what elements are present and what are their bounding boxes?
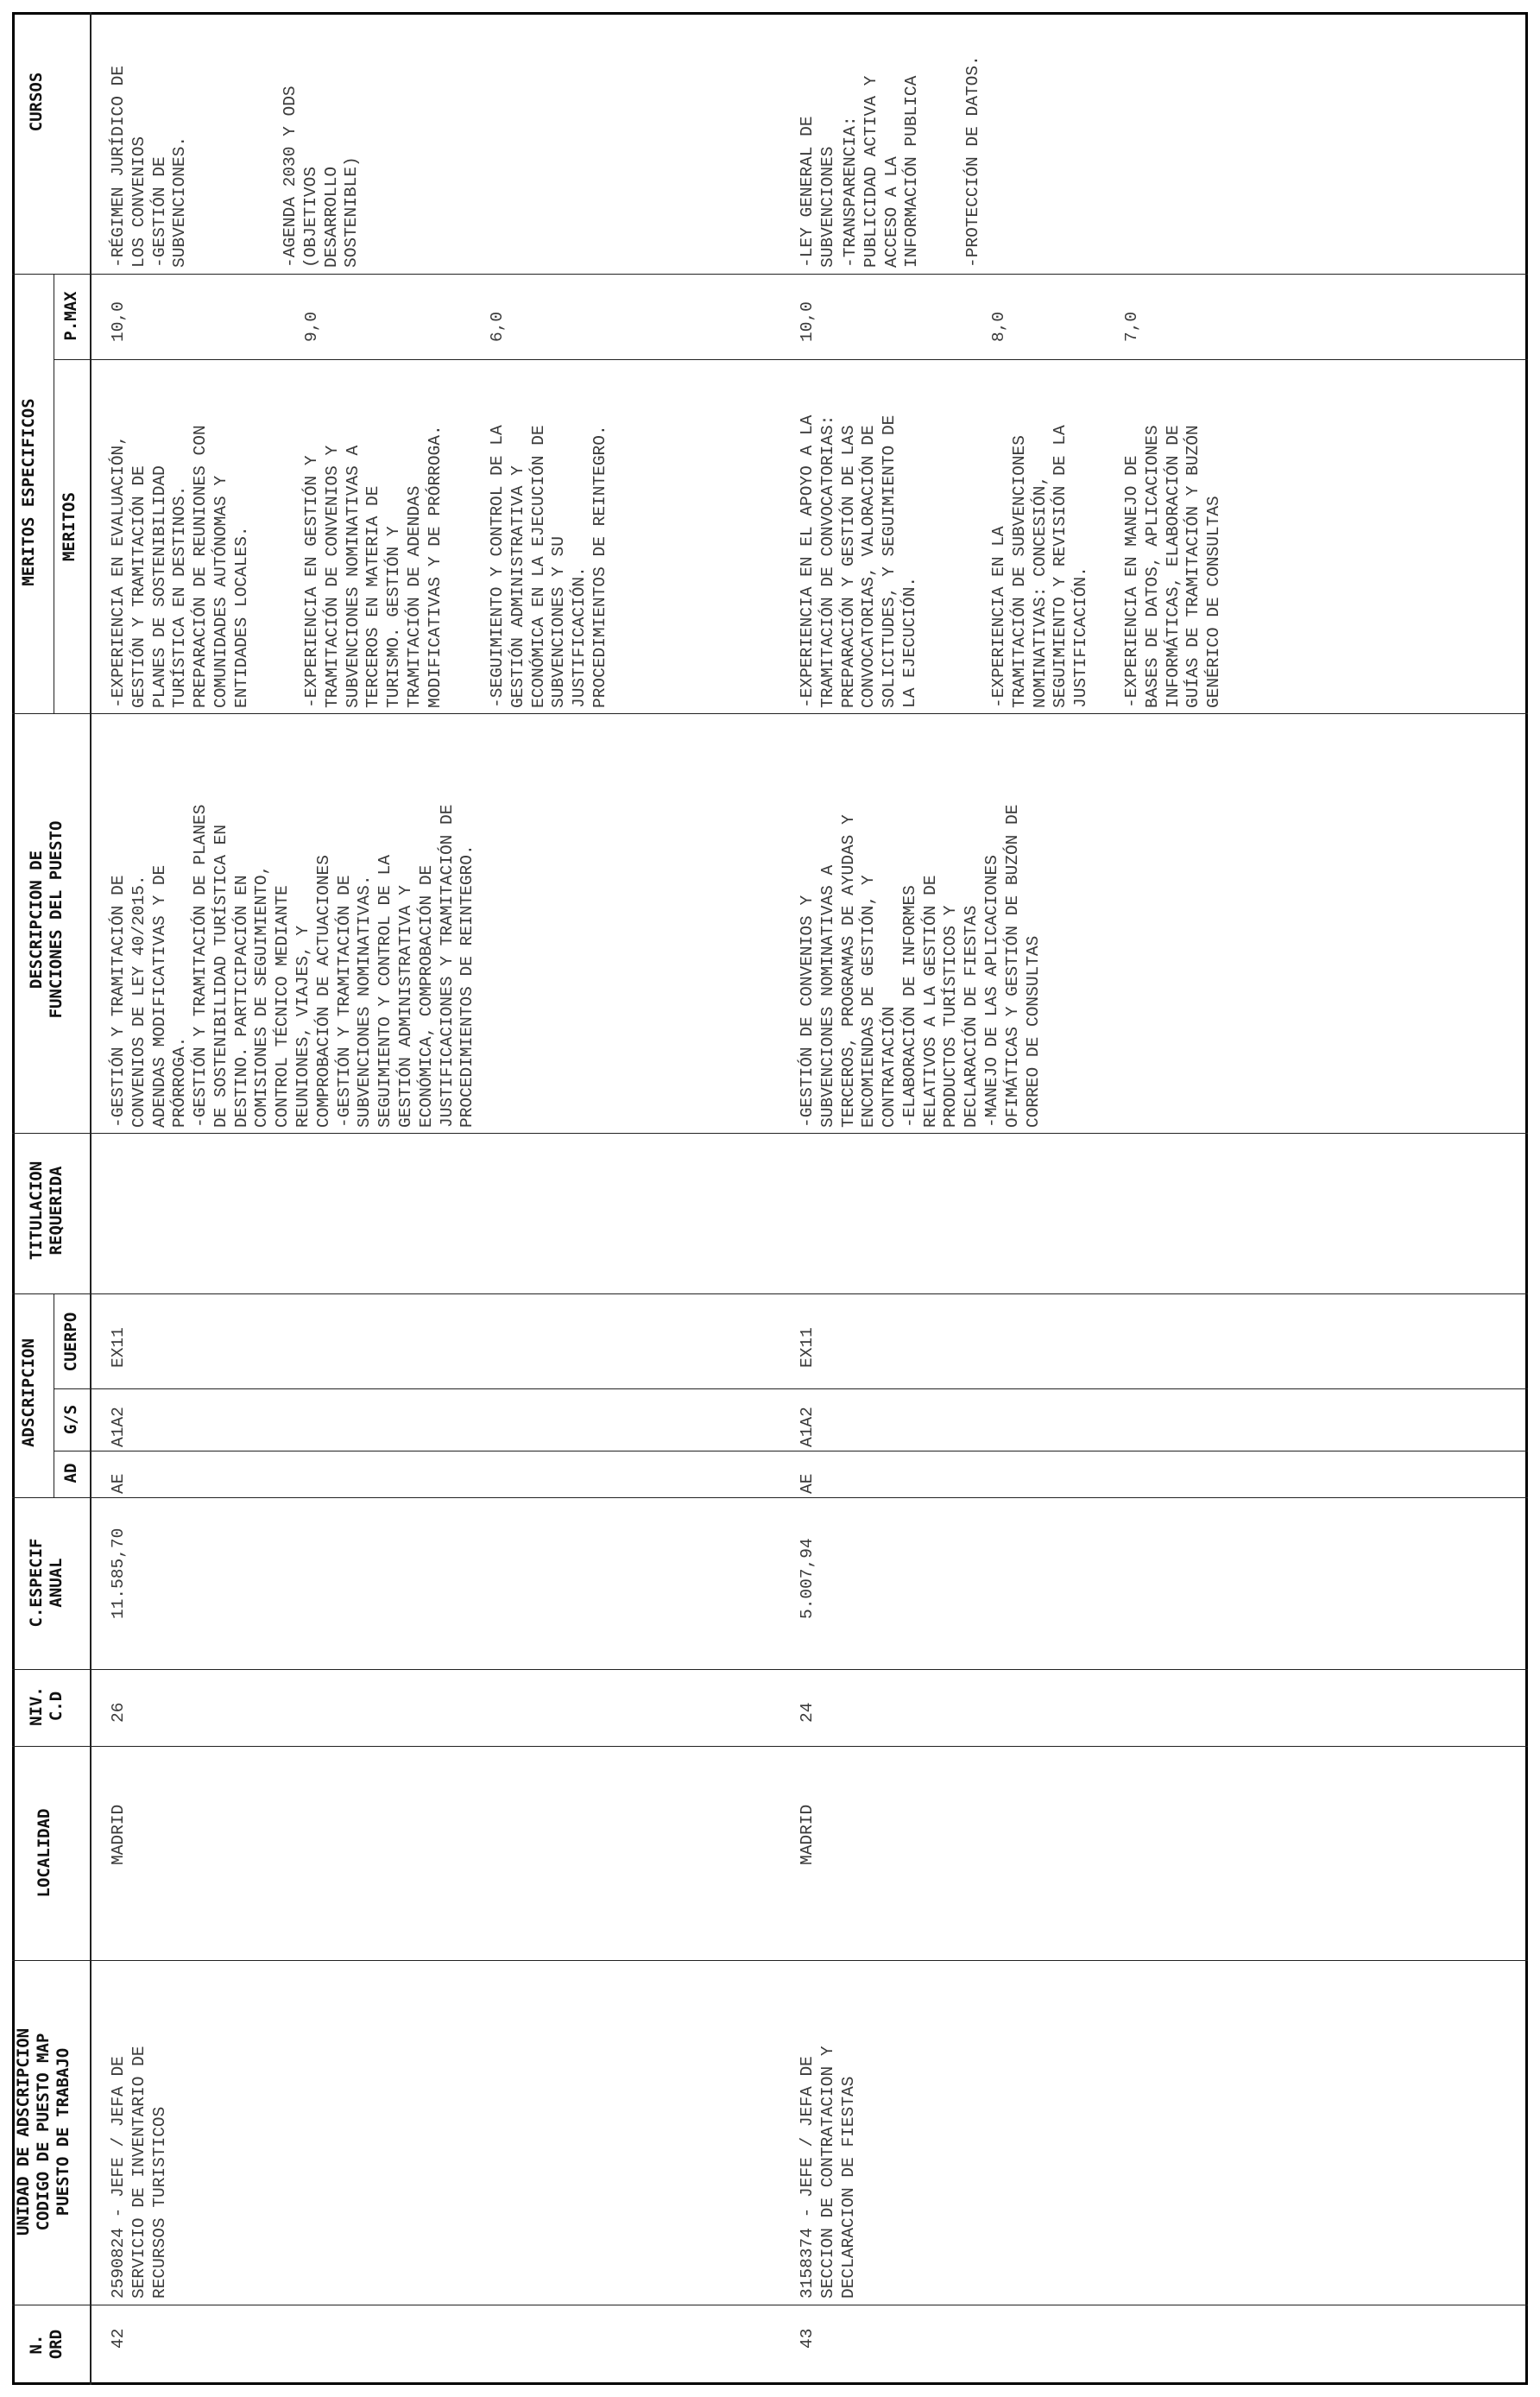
cell-gs: A1A2: [798, 1407, 817, 1447]
header-ad: AD: [61, 1463, 80, 1483]
cell-ad: AE: [109, 1473, 128, 1494]
cell-descripcion: -GESTIÓN DE CONVENIOS Y SUBVENCIONES NOMINATIVAS A TERCEROS, PROGRAMAS DE AYUDAS Y ENCOMIENDAS DE GESTIÓN, Y CONTRATACIÓN -ELABORACIÓN DE INFORMES RELATIVOS A LA GESTIÓN DE PRODUCTOS TURÍSTICOS Y DECLARACIÓN DE FIESTAS -MANEJO DE LAS APLICACIONES OFIMÁTICAS Y GESTIÓN DE BUZÓN DE CORREO DE CONSULTAS: [798, 804, 1043, 1128]
cell-localidad: MADRID: [109, 1804, 128, 1865]
cell-merito: -EXPERIENCIA EN MANEJO DE BASES DE DATOS, APLICACIONES INFORMÁTICAS, ELABORACIÓN DE GUÍAS DE TRAMITACIÓN Y BUZÓN GENÉRICO DE CONSULTAS: [1122, 425, 1224, 708]
cell-c-especif: 11.585,70: [109, 1527, 128, 1619]
header-c-especif: C.ESPECIF ANUAL: [27, 1538, 66, 1628]
header-titulacion: TITULACION REQUERIDA: [27, 1161, 66, 1261]
cell-c-especif: 5.007,94: [798, 1538, 817, 1619]
cell-n-ord: 42: [109, 2328, 128, 2349]
header-body-divider: [90, 12, 92, 2385]
border-especif-niv: [12, 1669, 1528, 1670]
border-cuerpo-gs: [54, 1388, 1528, 1389]
header-cuerpo: CUERPO: [61, 1312, 80, 1372]
rpt-table-page: [12, 12, 1528, 2385]
border-meritos-descripcion: [12, 713, 1528, 714]
border-titulacion-cuerpo: [12, 1293, 1528, 1294]
cell-merito: -EXPERIENCIA EN EVALUACIÓN, GESTIÓN Y TRAMITACIÓN DE PLANES DE SOSTENIBILIDAD TURÍSTICA EN DESTINOS. PREPARACIÓN DE REUNIONES CON COMUNIDADES AUTÓNOMAS Y ENTIDADES LOCALES.: [109, 425, 251, 708]
cell-gs: A1A2: [109, 1407, 128, 1447]
cell-pmax: 10,0: [109, 301, 128, 342]
cell-curso: -TRANSPARENCIA: PUBLICIDAD ACTIVA Y ACCESO A LA INFORMACIÓN PUBLICA: [841, 75, 922, 268]
cell-merito: -EXPERIENCIA EN LA TRAMITACIÓN DE SUBVENCIONES NOMINATIVAS: CONCESIÓN, SEGUIMIENTO Y REVISIÓN DE LA JUSTIFICACIÓN.: [989, 425, 1091, 708]
header-gs: G/S: [61, 1404, 80, 1435]
header-pmax: P.MAX: [61, 291, 80, 341]
cell-curso: -PROTECCIÓN DE DATOS.: [963, 55, 982, 268]
cell-unidad: 2590824 - JEFE / JEFA DE SERVICIO DE INVENTARIO DE RECURSOS TURISTICOS: [109, 2046, 169, 2299]
border-descripcion-titulacion: [12, 1133, 1528, 1134]
border-cursos-meritos: [12, 274, 1528, 275]
header-n-ord: N. ORD: [27, 2329, 66, 2360]
cell-niv: 26: [109, 1702, 128, 1723]
cell-localidad: MADRID: [798, 1804, 817, 1865]
cell-pmax: 6,0: [488, 311, 507, 342]
cell-niv: 24: [798, 1702, 817, 1723]
border-niv-localidad: [12, 1746, 1528, 1747]
cell-merito: -EXPERIENCIA EN EL APOYO A LA TRAMITACIÓN DE CONVOCATORIAS: PREPARACIÓN Y GESTIÓN DE LAS CONVOCATORIAS, VALORACIÓN DE SOLICITUDES, Y SEGUIMIENTO DE LA EJECUCIÓN.: [798, 414, 919, 708]
cell-n-ord: 43: [798, 2328, 817, 2349]
cell-pmax: 9,0: [302, 311, 321, 342]
border-ad-especif: [12, 1497, 1528, 1498]
cell-cuerpo: EX11: [109, 1327, 128, 1368]
border-meritos-pmax: [54, 359, 1528, 360]
header-descripcion: DESCRIPCION DE FUNCIONES DEL PUESTO: [27, 820, 66, 1019]
header-cursos: CURSOS: [27, 72, 46, 132]
cell-pmax: 8,0: [989, 311, 1008, 342]
cell-descripcion: -GESTIÓN Y TRAMITACIÓN DE CONVENIOS DE LEY 40/2015. ADENDAS MODIFICATIVAS Y DE PRÓRROGA. -GESTIÓN Y TRAMITACIÓN DE PLANES DE SOSTENIBILIDAD TURÍSTICA EN DESTINO. PARTICIPACIÓN EN COMISIONES DE SEGUIMIENTO, CONTROL TÉCNICO MEDIANTE REUNIONES, VIAJES, Y COMPROBACIÓN DE ACTUACIONES -GESTIÓN Y TRAMITACIÓN DE SUBVENCIONES NOMINATIVAS. SEGUIMIENTO Y CONTROL DE LA GESTIÓN ADMINISTRATIVA Y ECONÓMICA, COMPROBACIÓN DE JUSTIFICACIONES Y TRAMITACIÓN DE PROCEDIMIENTOS DE REINTEGRO.: [109, 804, 477, 1128]
cell-cuerpo: EX11: [798, 1327, 817, 1368]
cell-merito: -SEGUIMIENTO Y CONTROL DE LA GESTIÓN ADMINISTRATIVA Y ECONÓMICA EN LA EJECUCIÓN DE SUBVENCIONES Y SU JUSTIFICACIÓN. PROCEDIMIENTOS DE REINTEGRO.: [488, 425, 609, 708]
cell-pmax: 7,0: [1122, 311, 1141, 342]
header-meritos-especificos: MERITOS ESPECIFICOS: [19, 398, 38, 586]
cell-curso: -LEY GENERAL DE SUBVENCIONES: [798, 116, 837, 268]
cell-curso: -RÉGIMEN JURÍDICO DE LOS CONVENIOS -GESTIÓN DE SUBVENCIONES.: [109, 65, 190, 268]
cell-curso: -AGENDA 2030 Y ODS (OBJETIVOS DESARROLLO SOSTENIBLE): [281, 85, 362, 268]
header-niv: NIV. C.D: [27, 1686, 66, 1726]
header-localidad: LOCALIDAD: [35, 1808, 54, 1898]
border-localidad-unidad: [12, 1960, 1528, 1961]
header-adscripcion: ADSCRIPCION: [19, 1338, 38, 1447]
cell-merito: -EXPERIENCIA EN GESTIÓN Y TRAMITACIÓN DE CONVENIOS Y SUBVENCIONES NOMINATIVAS A TERCEROS EN MATERIA DE TURISMO. GESTIÓN Y TRAMITACIÓN DE ADENDAS MODIFICATIVAS Y DE PRÓRROGA.: [302, 425, 445, 708]
cell-ad: AE: [798, 1473, 817, 1494]
header-unidad: UNIDAD DE ADSCRIPCION CODIGO DE PUESTO MAP PUESTO DE TRABAJO: [14, 2027, 73, 2236]
header-meritos: MERITOS: [60, 491, 79, 562]
cell-unidad: 3158374 - JEFE / JEFA DE SECCION DE CONTRATACION Y DECLARACION DE FIESTAS: [798, 2046, 858, 2299]
cell-pmax: 10,0: [798, 301, 817, 342]
